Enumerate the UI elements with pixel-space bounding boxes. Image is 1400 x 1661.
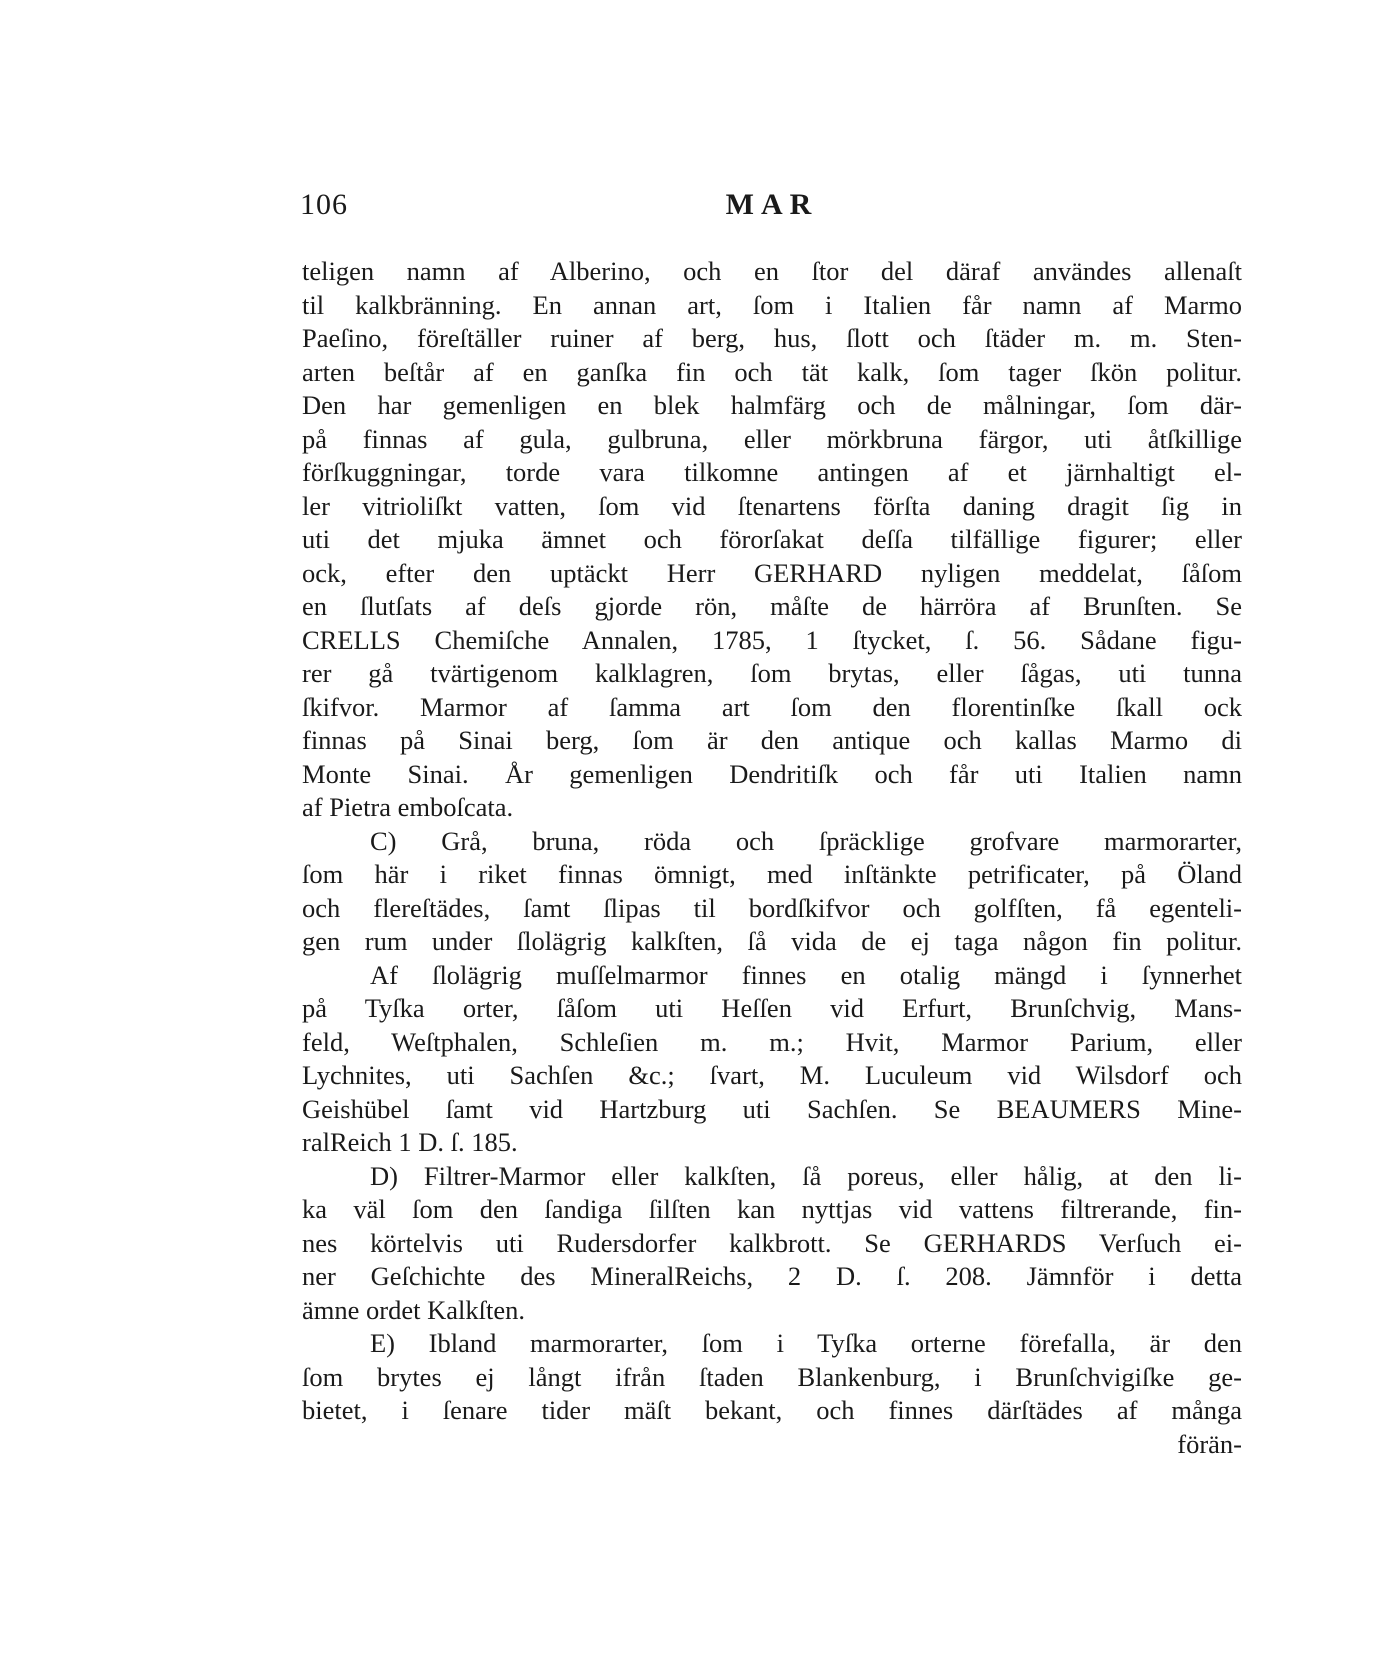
text-line: feld, Weſtphalen, Schleſien m. m.; Hvit, Marmor Parium, eller [302,1026,1242,1057]
text-line: ock, efter den uptäckt Herr GERHARD nyligen meddelat, ſåſom [302,557,1242,588]
body-text [302,255,1242,1461]
text-line: Paeſino, föreſtäller ruiner af berg, hus, ſlott och ſtäder m. m. Sten- [302,323,1242,353]
text-line: Monte Sinai. År gemenligen Dendritiſk och får uti Italien namn [302,758,1242,789]
paragraph-d-first-line: D) Filtrer-Marmor eller kalkſten, ſå poreus, eller hålig, at den li- [370,1160,1242,1191]
text-line: ämne ordet Kalkſten. [302,1294,525,1325]
text-line: CRELLS Chemiſche Annalen, 1785, 1 ſtycket, ſ. 56. Sådane figu- [302,624,1242,655]
catchword: förän- [1177,1428,1242,1459]
text-line: bietet, i ſenare tider mäſt bekant, och finnes därſtädes af många [302,1395,1242,1425]
text-line: ner Geſchichte des MineralReichs, 2 D. ſ. 208. Jämnför i detta [302,1261,1242,1291]
text-line: ralReich 1 D. ſ. 185. [302,1127,518,1157]
text-line: och flereſtädes, ſamt ſlipas til bordſkifvor och golfſten, få egenteli- [302,892,1242,923]
page-number: 106 [300,188,348,221]
text-line: gen rum under ſlolägrig kalkſten, ſå vida de ej taga någon fin politur. [302,926,1242,956]
text-line: på Tyſka orter, ſåſom uti Heſſen vid Erfurt, Brunſchvig, Mans- [302,993,1242,1023]
paragraph-e-first-line: E) Ibland marmorarter, ſom i Tyſka orterne förefalla, är den [370,1328,1242,1358]
text-line: ler vitrioliſkt vatten, ſom vid ſtenartens förſta daning dragit ſig in [302,490,1242,521]
text-line: Den har gemenligen en blek halmfärg och de målningar, ſom där- [302,390,1242,420]
text-line: rer gå tvärtigenom kalklagren, ſom brytas, eller ſågas, uti tunna [302,658,1242,688]
text-line: Geishübel ſamt vid Hartzburg uti Sachſen. Se BEAUMERS Mine- [302,1093,1242,1124]
paragraph-c-first-line: C) Grå, bruna, röda och ſpräcklige grofvare marmorarter, [370,825,1242,856]
text-line: ka väl ſom den ſandiga ſilſten kan nyttjas vid vattens filtrerande, fin- [302,1194,1242,1224]
running-head: MAR [725,188,819,221]
text-line: teligen namn af Alberino, och en ſtor del däraf användes allenaſt [302,256,1242,286]
text-line: förſkuggningar, torde vara tilkomne antingen af et järnhaltigt el- [302,457,1242,487]
text-line: af Pietra emboſcata. [302,792,514,822]
paragraph-first-line: Af ſlolägrig muſſelmarmor finnes en otalig mängd i ſynnerhet [370,959,1242,990]
text-line: nes körtelvis uti Rudersdorfer kalkbrott. Se GERHARDS Verſuch ei- [302,1227,1242,1258]
text-line: på finnas af gula, gulbruna, eller mörkbruna färgor, uti åtſkillige [302,423,1242,454]
text-line: Lychnites, uti Sachſen &c.; ſvart, M. Luculeum vid Wilsdorf och [302,1060,1242,1090]
text-line: ſom här i riket finnas ömnigt, med inſtänkte petrificater, på Öland [302,859,1242,889]
text-line: ſom brytes ej långt ifrån ſtaden Blankenburg, i Brunſchvigiſke ge- [302,1361,1242,1392]
text-line: ſkifvor. Marmor af ſamma art ſom den florentinſke ſkall ock [302,691,1242,722]
text-line: uti det mjuka ämnet och förorſakat deſſa tilfällige figurer; eller [302,524,1242,554]
text-line: en ſlutſats af deſs gjorde rön, måſte de härröra af Brunſten. Se [302,591,1242,621]
page-header [300,188,1244,232]
text-line: finnas på Sinai berg, ſom är den antique och kallas Marmo di [302,725,1242,755]
text-line: til kalkbränning. En annan art, ſom i Italien får namn af Marmo [302,289,1242,320]
text-line: arten beſtår af en ganſka fin och tät kalk, ſom tager ſkön politur. [302,356,1242,387]
